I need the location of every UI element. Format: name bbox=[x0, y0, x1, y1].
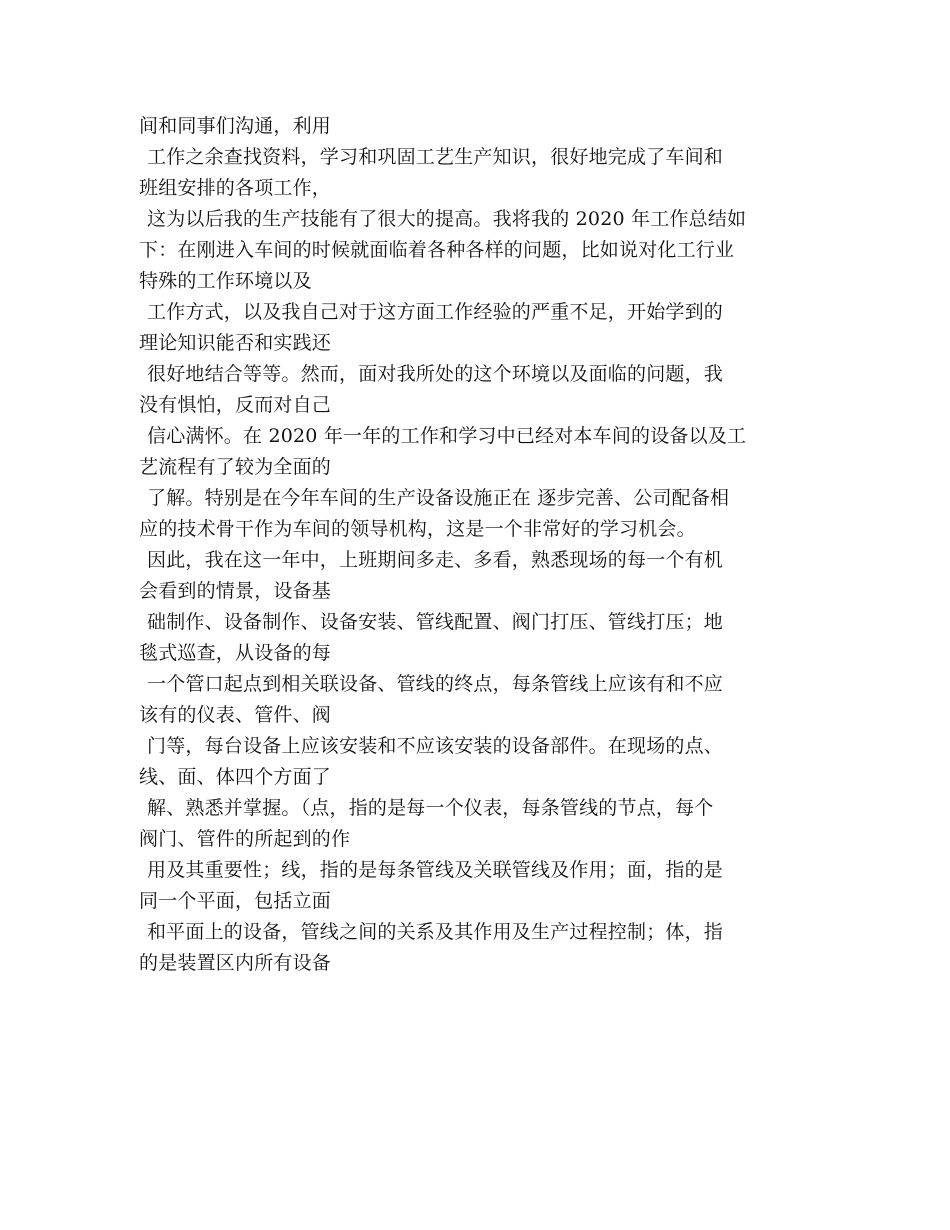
text-line: 班组安排的各项工作， bbox=[139, 177, 332, 199]
text-line: 一个管口起点到相关联设备、管线的终点，每条管线上应该有和不应 bbox=[147, 673, 724, 695]
text-line: 毯式巡查，从设备的每 bbox=[139, 642, 332, 664]
text-line: 特殊的工作环境以及 bbox=[139, 270, 312, 292]
text-line: 这为以后我的生产技能有了很大的提高。我将我的 2020 年工作总结如 bbox=[147, 208, 747, 230]
text-line: 理论知识能否和实践还 bbox=[139, 332, 332, 354]
text-line: 因此，我在这一年中，上班期间多走、多看，熟悉现场的每一个有机 bbox=[147, 549, 724, 571]
text-line: 该有的仪表、管件、阀 bbox=[139, 704, 332, 726]
text-line: 同一个平面，包括立面 bbox=[139, 890, 332, 912]
text-line: 间和同事们沟通，利用 bbox=[139, 115, 332, 137]
text-line: 应的技术骨干作为车间的领导机构，这是一个非常好的学习机会。 bbox=[139, 518, 696, 540]
text-line: 会看到的情景，设备基 bbox=[139, 580, 332, 602]
text-line: 础制作、设备制作、设备安装、管线配置、阀门打压、管线打压；地 bbox=[147, 611, 724, 633]
text-line: 工作之余查找资料，学习和巩固工艺生产知识，很好地完成了车间和 bbox=[147, 146, 724, 168]
text-line: 艺流程有了较为全面的 bbox=[139, 456, 332, 478]
text-line: 了解。特别是在今年车间的生产设备设施正在 逐步完善、公司配备相 bbox=[147, 487, 730, 509]
document-body bbox=[139, 111, 819, 979]
text-line: 工作方式，以及我自己对于这方面工作经验的严重不足，开始学到的 bbox=[147, 301, 724, 323]
text-line: 和平面上的设备，管线之间的关系及其作用及生产过程控制；体，指 bbox=[147, 921, 724, 943]
text-line: 信心满怀。在 2020 年一年的工作和学习中已经对本车间的设备以及工 bbox=[147, 425, 747, 447]
text-line: 没有惧怕，反而对自己 bbox=[139, 394, 332, 416]
text-line: 用及其重要性；线，指的是每条管线及关联管线及作用；面，指的是 bbox=[147, 859, 724, 881]
text-line: 门等，每台设备上应该安装和不应该安装的设备部件。在现场的点、 bbox=[147, 735, 724, 757]
text-line: 下：在刚进入车间的时候就面临着各种各样的问题，比如说对化工行业 bbox=[139, 239, 735, 261]
text-line: 很好地结合等等。然而，面对我所处的这个环境以及面临的问题，我 bbox=[147, 363, 724, 385]
text-line: 阀门、管件的所起到的作 bbox=[139, 828, 351, 850]
text-line: 解、熟悉并掌握。（点，指的是每一个仪表，每条管线的节点，每个 bbox=[147, 797, 714, 819]
text-line: 线、面、体四个方面了 bbox=[139, 766, 332, 788]
text-line: 的是装置区内所有设备 bbox=[139, 952, 332, 974]
